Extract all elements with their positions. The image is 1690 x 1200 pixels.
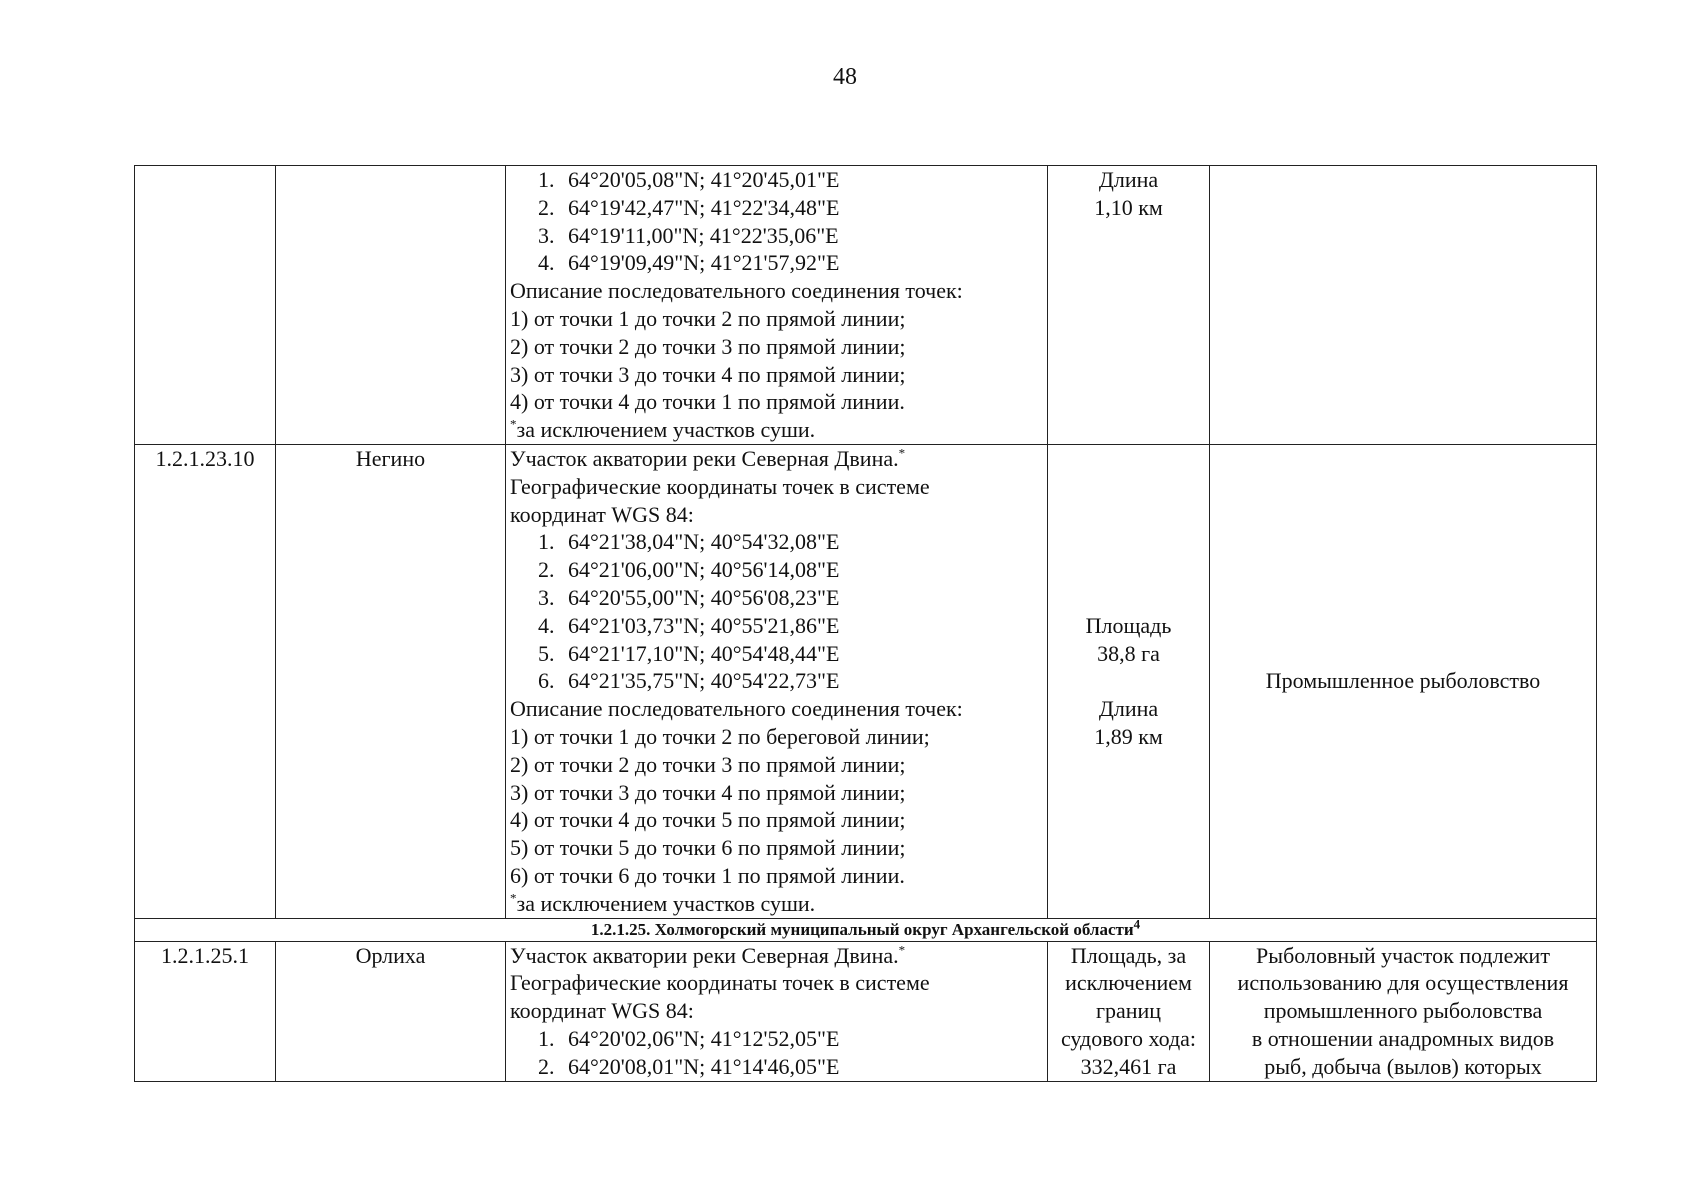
purpose-line: рыб, добыча (вылов) которых [1264,1053,1542,1079]
connection-step: 1) от точки 1 до точки 2 по береговой линии; [510,723,930,749]
table-row-orlikha [135,941,1597,1081]
cell-description [506,444,1048,918]
connection-step: 3) от точки 3 до точки 4 по прямой линии; [510,361,906,387]
coordinate-point: 4. 64°21'03,73"N; 40°55'21,86"E [538,612,840,638]
coordinate-point: 1. 64°20'05,08"N; 41°20'45,01"E [538,167,840,192]
connection-step: 3) от точки 3 до точки 4 по прямой линии; [510,779,906,805]
coords-intro: координат WGS 84: [510,998,694,1024]
length-label: Длина [1098,696,1159,722]
coordinate-point: 5. 64°21'17,10"N; 40°54'48,44"E [538,640,840,666]
coordinate-point: 2. 64°21'06,00"N; 40°56'14,08"E [538,557,840,583]
measure-line: 332,461 га [1080,1053,1177,1079]
cell-purpose [1210,166,1597,445]
connection-title: Описание последовательного соединения точек: [510,696,963,722]
land-exclusion-note: *за исключением участков суши. [510,890,816,916]
connection-title: Описание последовательного соединения точек: [510,278,963,304]
connection-step: 1) от точки 1 до точки 2 по прямой линии; [510,305,906,331]
connection-step: 2) от точки 2 до точки 3 по прямой линии; [510,751,906,777]
connection-step: 6) от точки 6 до точки 1 по прямой линии. [510,862,905,888]
coordinate-point: 2. 64°19'42,47"N; 41°22'34,48"E [538,194,840,220]
table-row-continued [135,166,1597,445]
cell-purpose [1210,941,1597,1081]
measure-line: Площадь, за [1070,942,1187,968]
cell-measure [1048,444,1210,918]
coordinate-point: 1. 64°20'02,06"N; 41°12'52,05"E [538,1025,840,1051]
cell-measure [1048,941,1210,1081]
coordinate-point: 3. 64°20'55,00"N; 40°56'08,23"E [538,584,840,610]
coordinate-point: 6. 64°21'35,75"N; 40°54'22,73"E [538,668,840,694]
length-label: Длина [1098,167,1159,192]
section-header-row [135,918,1597,941]
coordinate-point: 1. 64°21'38,04"N; 40°54'32,08"E [538,529,840,555]
cell-name: Негино [276,444,506,918]
cell-description [506,941,1048,1081]
coords-intro: координат WGS 84: [510,501,694,527]
measure-line: судового хода: [1060,1025,1197,1051]
cell-name: Орлиха [276,941,506,1081]
cell-id: 1.2.1.25.1 [135,941,276,1081]
area-value: 38,8 га [1097,640,1160,666]
coords-intro: Географические координаты точек в системе [510,473,930,499]
area-title: Участок акватории реки Северная Двина.* [510,942,906,968]
purpose-line: использованию для осуществления [1237,970,1569,996]
coords-intro: Географические координаты точек в системе [510,970,930,996]
page-number: 48 [833,64,857,90]
cell-name [276,166,506,445]
coordinate-point: 3. 64°19'11,00"N; 41°22'35,06"E [538,222,839,248]
area-label: Площадь [1085,612,1172,638]
table-row-negino [135,444,1597,918]
cell-id: 1.2.1.23.10 [135,444,276,918]
coordinate-point: 4. 64°19'09,49"N; 41°21'57,92"E [538,250,840,276]
length-value: 1,89 км [1094,723,1163,749]
land-exclusion-note: *за исключением участков суши. [510,416,816,443]
fishing-areas-table [134,165,1597,1082]
cell-description [506,166,1048,445]
purpose-line: в отношении анадромных видов [1251,1025,1555,1051]
measure-line: границ [1095,998,1162,1024]
connection-step: 4) от точки 4 до точки 1 по прямой линии. [510,389,905,415]
cell-id [135,166,276,445]
connection-step: 5) от точки 5 до точки 6 по прямой линии; [510,835,906,861]
purpose-text: Промышленное рыболовство [1265,668,1541,694]
cell-measure [1048,166,1210,445]
purpose-line: промышленного рыболовства [1263,998,1543,1024]
purpose-line: Рыболовный участок подлежит [1256,942,1550,968]
length-value: 1,10 км [1094,194,1163,220]
area-title: Участок акватории реки Северная Двина.* [510,445,906,471]
coordinate-point: 2. 64°20'08,01"N; 41°14'46,05"E [538,1053,840,1079]
measure-line: исключением [1065,970,1192,996]
connection-step: 4) от точки 4 до точки 5 по прямой линии; [510,807,906,833]
connection-step: 2) от точки 2 до точки 3 по прямой линии; [510,333,906,359]
cell-purpose [1210,444,1597,918]
section-title: 1.2.1.25. Холмогорский муниципальный округ Архангельской области$^4$ [135,918,1597,941]
